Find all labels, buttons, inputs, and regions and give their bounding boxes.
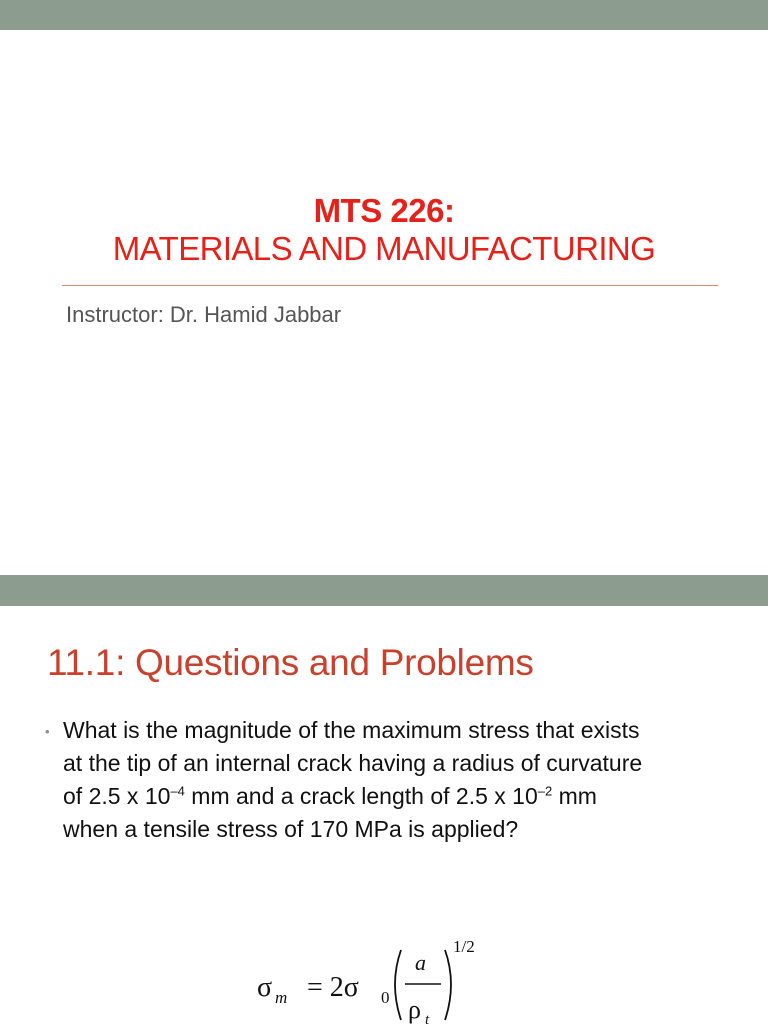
question-line-3-a: of 2.5 x 10 xyxy=(63,783,171,809)
bullet-dot: • xyxy=(45,724,50,739)
formula-exponent: 1/2 xyxy=(453,937,475,956)
max-stress-formula xyxy=(255,930,495,1024)
exponent-2: –2 xyxy=(537,783,553,799)
question-line-1: What is the magnitude of the maximum stress that exists xyxy=(63,717,640,743)
top-band xyxy=(0,0,768,30)
slide-separator-band xyxy=(0,575,768,606)
slide2-title: 11.1: Questions and Problems xyxy=(47,642,534,683)
question-line-3-c: mm xyxy=(552,783,597,809)
exponent-1: –4 xyxy=(170,783,185,799)
formula-zero-sub: 0 xyxy=(381,988,390,1007)
question-text xyxy=(63,714,753,846)
course-name: MATERIALS AND MANUFACTURING xyxy=(112,230,656,267)
formula-left-paren xyxy=(395,950,401,1020)
question-line-3-b: mm and a crack length of 2.5 x 10 xyxy=(184,783,538,809)
course-code: MTS 226: xyxy=(313,192,455,229)
question-line-4: when a tensile stress of 170 MPa is applied? xyxy=(63,816,519,842)
title-divider xyxy=(62,285,718,286)
instructor-subtitle: Instructor: Dr. Hamid Jabbar xyxy=(66,302,342,327)
formula-numerator: a xyxy=(415,950,426,975)
formula-denominator: ρ xyxy=(408,995,421,1024)
formula-lhs-sub: m xyxy=(275,988,288,1007)
formula-lhs: σ xyxy=(257,972,273,1003)
formula-denominator-sub: t xyxy=(425,1012,430,1024)
formula-equals: = 2σ xyxy=(307,972,359,1003)
question-line-2: at the tip of an internal crack having a radius of curvature xyxy=(63,750,643,776)
question-line-3 xyxy=(63,780,753,813)
formula-right-paren xyxy=(445,950,451,1020)
